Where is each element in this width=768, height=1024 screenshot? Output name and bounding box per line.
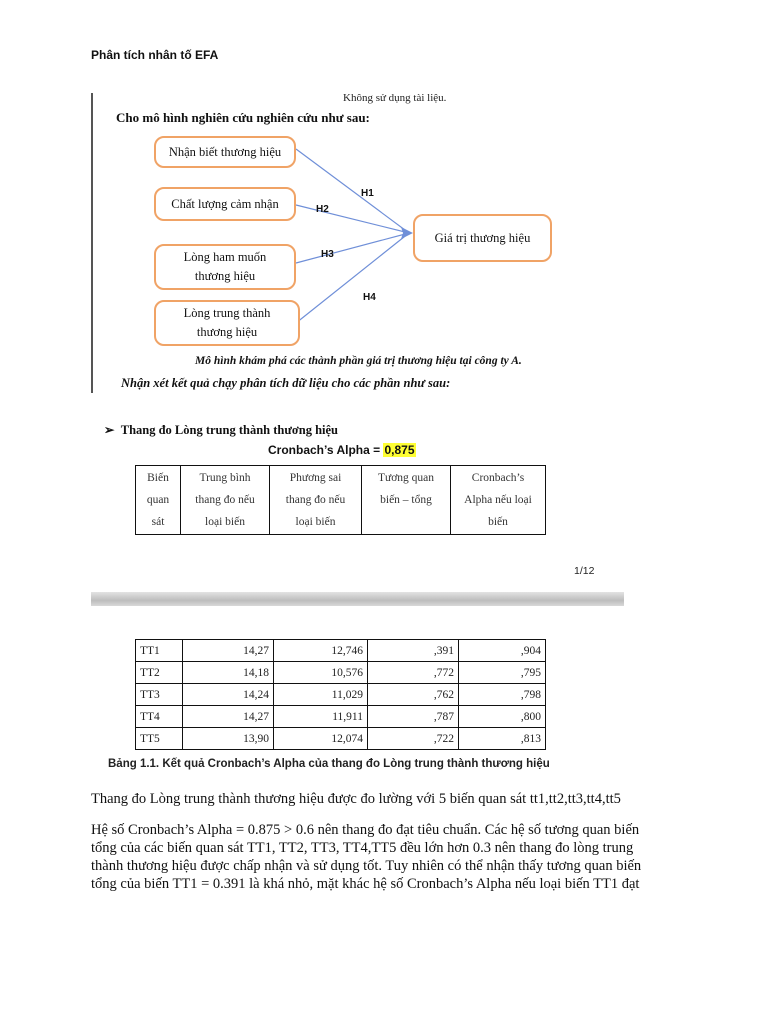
page-heading: Phân tích nhân tố EFA — [91, 48, 219, 62]
header-cell: Trung bình thang đo nếu loại biến — [181, 466, 270, 535]
node-perceived-quality: Chất lượng cảm nhận — [154, 187, 296, 221]
paragraph-analysis — [91, 821, 671, 893]
table-row: TT5 13,90 12,074 ,722 ,813 — [136, 728, 546, 750]
arrow-h1 — [296, 149, 409, 233]
intro-heading: Cho mô hình nghiên cứu nghiên cứu như sau: — [116, 110, 370, 125]
remark-text: Nhận xét kết quả chạy phân tích dữ liệu cho các phần như sau: — [121, 376, 451, 390]
label-h2: H2 — [316, 204, 329, 215]
bullet-arrow-icon: ➢ — [104, 423, 115, 437]
label-h4: H4 — [363, 292, 376, 303]
page-number: 1/12 — [574, 565, 595, 577]
paragraph-line: tổng của các biến quan sát TT1, TT2, TT3, TT4,TT5 đều lớn hơn 0.3 nên thang đo lòng trung — [91, 840, 634, 856]
alpha-value: 0,875 — [384, 443, 415, 457]
reliability-table-header — [135, 465, 546, 535]
arrow-h4 — [296, 233, 409, 323]
arrow-h3 — [296, 233, 409, 263]
paragraph-scale-description: Thang đo Lòng trung thành thương hiệu được đo lường với 5 biến quan sát tt1,tt2,tt3,tt4,tt5 — [91, 791, 621, 807]
node-brand-awareness: Nhận biết thương hiệu — [154, 136, 296, 168]
table-row: TT4 14,27 11,911 ,787 ,800 — [136, 706, 546, 728]
section-title-text: Thang đo Lòng trung thành thương hiệu — [120, 423, 339, 437]
node-brand-loyalty: Lòng trung thành thương hiệu — [154, 300, 300, 346]
table-row: TT2 14,18 10,576 ,772 ,795 — [136, 662, 546, 684]
paragraph-line: tổng của biến TT1 = 0.391 là khá nhỏ, mặt khác hệ số Cronbach’s Alpha nếu loại biến TT1 đạt — [91, 876, 640, 892]
label-h1: H1 — [361, 188, 374, 199]
paragraph-line: thành thương hiệu được chấp nhận và sử dụng tốt. Tuy nhiên có thể nhận thấy tương quan biến — [91, 858, 642, 874]
node-brand-desire: Lòng ham muốn thương hiệu — [154, 244, 296, 290]
header-cell: Biến quan sát — [136, 466, 181, 535]
label-h3: H3 — [321, 249, 334, 260]
table-row: TT1 14,27 12,746 ,391 ,904 — [136, 640, 546, 662]
scan-note: Không sử dụng tài liệu. — [343, 92, 447, 104]
arrow-h2 — [296, 205, 409, 233]
reliability-table-body — [135, 639, 546, 750]
alpha-label: Cronbach’s Alpha = — [268, 443, 384, 457]
alpha-line — [268, 443, 416, 457]
table-row: TT3 14,24 11,029 ,762 ,798 — [136, 684, 546, 706]
arrowhead — [401, 227, 413, 239]
node-brand-equity: Giá trị thương hiệu — [413, 214, 552, 262]
paragraph-line: Hệ số Cronbach’s Alpha = 0.875 > 0.6 nên thang đo đạt tiêu chuẩn. Các hệ số tương quan biến — [91, 822, 640, 838]
page-break-divider — [91, 592, 624, 606]
header-cell: Phương sai thang đo nếu loại biến — [270, 466, 362, 535]
section-title — [104, 422, 338, 438]
table-caption: Bảng 1.1. Kết quả Cronbach’s Alpha của thang đo Lòng trung thành thương hiệu — [108, 758, 550, 770]
header-cell: Tương quan biến – tổng — [362, 466, 451, 535]
header-cell: Cronbach’s Alpha nếu loại biến — [451, 466, 546, 535]
model-caption: Mô hình khám phá các thành phần giá trị thương hiệu tại công ty A. — [195, 355, 522, 367]
